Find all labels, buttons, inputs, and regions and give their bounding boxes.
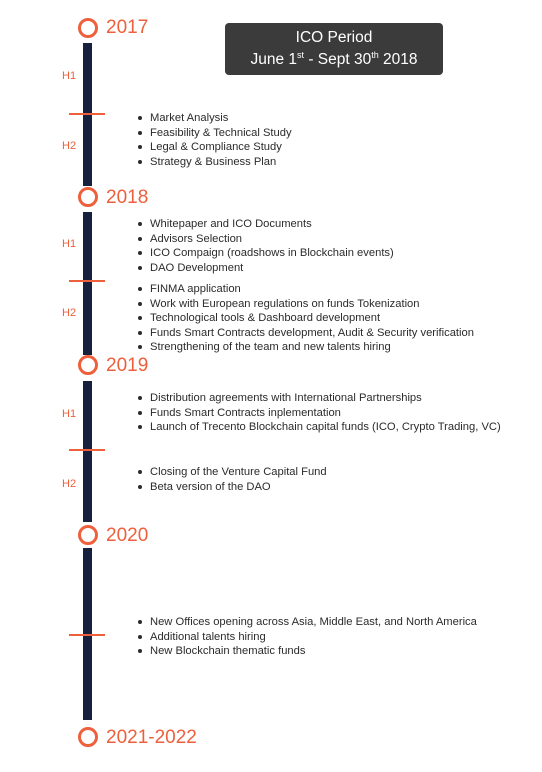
ico-start-day: June 1 [250, 51, 297, 68]
year-label-2021-2022: 2021-2022 [106, 727, 197, 748]
year-label-2020: 2020 [106, 525, 149, 546]
list-item: Launch of Trecento Blockchain capital funds (ICO, Crypto Trading, VC) [137, 420, 501, 435]
list-item: New Offices opening across Asia, Middle East, and North America [137, 615, 477, 630]
ico-end-suffix: th [371, 50, 379, 60]
ico-period-title: ICO Period [295, 29, 373, 46]
year-label-2018: 2018 [106, 187, 149, 208]
list-item: DAO Development [137, 261, 394, 276]
ico-period-box [225, 23, 443, 75]
list-item: Market Analysis [137, 111, 292, 126]
list-item: Whitepaper and ICO Documents [137, 217, 394, 232]
milestones-2018-h2 [137, 282, 474, 355]
list-item: FINMA application [137, 282, 474, 297]
list-item: Work with European regulations on funds Tokenization [137, 297, 474, 312]
list-item: Distribution agreements with International Partnerships [137, 391, 501, 406]
timeline-bar-2018 [83, 212, 92, 355]
milestones-2019-h1 [137, 391, 501, 435]
list-item: Strategy & Business Plan [137, 155, 292, 170]
half-label-2017-h1: H1 [62, 70, 77, 82]
ico-date-separator: - [304, 51, 318, 68]
year-marker-icon [78, 355, 98, 375]
timeline-tick [69, 634, 105, 636]
timeline-bar-2019 [83, 381, 92, 522]
list-item: Beta version of the DAO [137, 480, 327, 495]
milestones-2018-h1 [137, 217, 394, 275]
ico-end-year: 2018 [378, 51, 418, 68]
year-marker-icon [78, 727, 98, 747]
ico-period-dates [225, 50, 443, 70]
year-label-2019: 2019 [106, 355, 149, 376]
half-label-2019-h1: H1 [62, 408, 77, 420]
list-item: Legal & Compliance Study [137, 140, 292, 155]
list-item: Additional talents hiring [137, 630, 477, 645]
half-label-2018-h2: H2 [62, 307, 77, 319]
ico-start-suffix: st [297, 50, 305, 60]
milestones-2017-h2 [137, 111, 292, 169]
ico-end-day: Sept 30 [317, 51, 372, 68]
list-item: Closing of the Venture Capital Fund [137, 465, 327, 480]
list-item: Funds Smart Contracts development, Audit & Security verification [137, 326, 474, 341]
list-item: Technological tools & Dashboard development [137, 311, 474, 326]
year-marker-icon [78, 18, 98, 38]
list-item: Feasibility & Technical Study [137, 126, 292, 141]
timeline-tick [69, 113, 105, 115]
half-label-2017-h2: H2 [62, 140, 77, 152]
list-item: Strengthening of the team and new talents hiring [137, 340, 474, 355]
year-marker-icon [78, 187, 98, 207]
milestones-2019-h2 [137, 465, 327, 494]
list-item: Advisors Selection [137, 232, 394, 247]
timeline-tick [69, 449, 105, 451]
list-item: ICO Compaign (roadshows in Blockchain events) [137, 246, 394, 261]
milestones-2020 [137, 615, 477, 659]
year-marker-icon [78, 525, 98, 545]
year-label-2017: 2017 [106, 17, 149, 38]
list-item: Funds Smart Contracts inplementation [137, 406, 501, 421]
timeline-tick [69, 280, 105, 282]
half-label-2018-h1: H1 [62, 238, 77, 250]
half-label-2019-h2: H2 [62, 478, 77, 490]
list-item: New Blockchain thematic funds [137, 644, 477, 659]
